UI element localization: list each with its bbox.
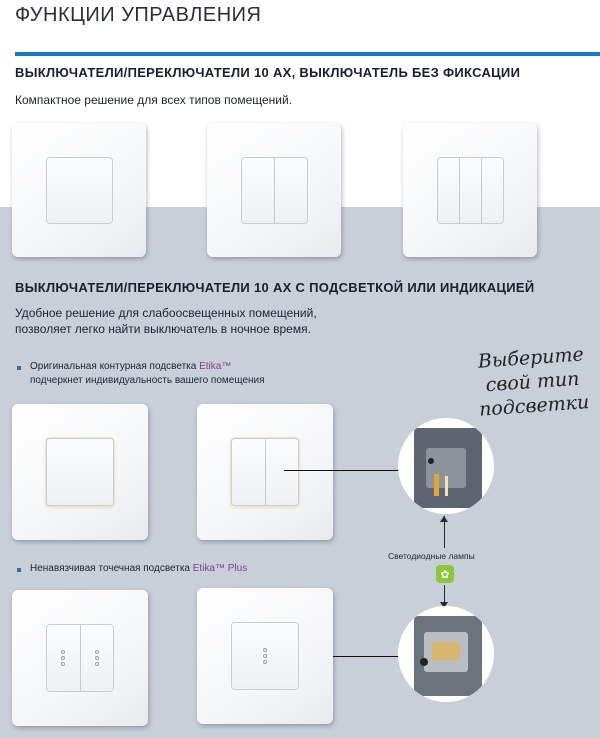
section1-heading: ВЫКЛЮЧАТЕЛИ/ПЕРЕКЛЮЧАТЕЛИ 10 АХ, ВЫКЛЮЧАТЕЛЬ БЕЗ ФИКСАЦИИ bbox=[15, 65, 521, 80]
switch-single-key bbox=[12, 123, 146, 257]
switch-mechanism bbox=[46, 624, 114, 692]
bullet1-brand: Etika™ bbox=[199, 361, 232, 372]
switch-mechanism bbox=[231, 622, 299, 690]
section2-heading: ВЫКЛЮЧАТЕЛИ/ПЕРЕКЛЮЧАТЕЛИ 10 АХ С ПОДСВЕТКОЙ ИЛИ ИНДИКАЦИЕЙ bbox=[15, 280, 535, 295]
bullet1-text-before: Оригинальная контурная подсветка bbox=[30, 361, 200, 372]
bullet-marker bbox=[17, 568, 21, 572]
led-wire bbox=[434, 474, 439, 496]
switch-triple-key bbox=[403, 123, 537, 257]
switch-point-backlight-double bbox=[12, 590, 148, 726]
switch-mechanism bbox=[241, 157, 308, 224]
indicator-dots bbox=[60, 650, 66, 668]
switch-contour-backlight-double bbox=[197, 404, 333, 540]
handwritten-line: Выберите bbox=[477, 343, 585, 373]
switch-mechanism bbox=[46, 438, 114, 506]
arrow-up-icon bbox=[440, 516, 448, 522]
mechanism-closeup-point bbox=[398, 606, 494, 702]
switch-mechanism bbox=[46, 157, 113, 224]
bullet2-text bbox=[30, 562, 247, 576]
section1-description: Компактное решение для всех типов помещений. bbox=[15, 93, 293, 107]
mechanism-closeup-contour bbox=[398, 418, 494, 514]
leaf-icon: ✿ bbox=[436, 565, 454, 583]
handwritten-line: свой тип bbox=[484, 367, 581, 397]
switch-double-key bbox=[207, 123, 341, 257]
handwritten-note bbox=[468, 342, 598, 423]
bullet1-text bbox=[30, 360, 265, 388]
bullet2-text-before: Ненавязчивая точечная подсветка bbox=[30, 563, 193, 574]
page-title: ФУНКЦИИ УПРАВЛЕНИЯ bbox=[15, 4, 262, 26]
bullet1-text-after: подчеркнет индивидуальность вашего помещения bbox=[30, 375, 265, 386]
title-rule bbox=[15, 52, 600, 56]
bullet2-brand: Etika™ Plus bbox=[192, 563, 248, 574]
section2-description-line2: позволяет легко найти выключатель в ночное время. bbox=[15, 322, 311, 336]
switch-mechanism bbox=[437, 157, 504, 224]
indicator-dots bbox=[94, 650, 100, 668]
led-module bbox=[432, 642, 460, 660]
bullet-marker bbox=[17, 366, 21, 370]
switch-contour-backlight-single bbox=[12, 404, 148, 540]
handwritten-line: подсветки bbox=[478, 391, 590, 421]
indicator-dots bbox=[262, 648, 268, 666]
switch-point-backlight-single bbox=[197, 588, 333, 724]
switch-mechanism bbox=[231, 438, 299, 506]
section2-description-line1: Удобное решение для слабоосвещенных помещений, bbox=[15, 306, 317, 320]
led-lamps-label: Светодиодные лампы bbox=[388, 551, 475, 561]
